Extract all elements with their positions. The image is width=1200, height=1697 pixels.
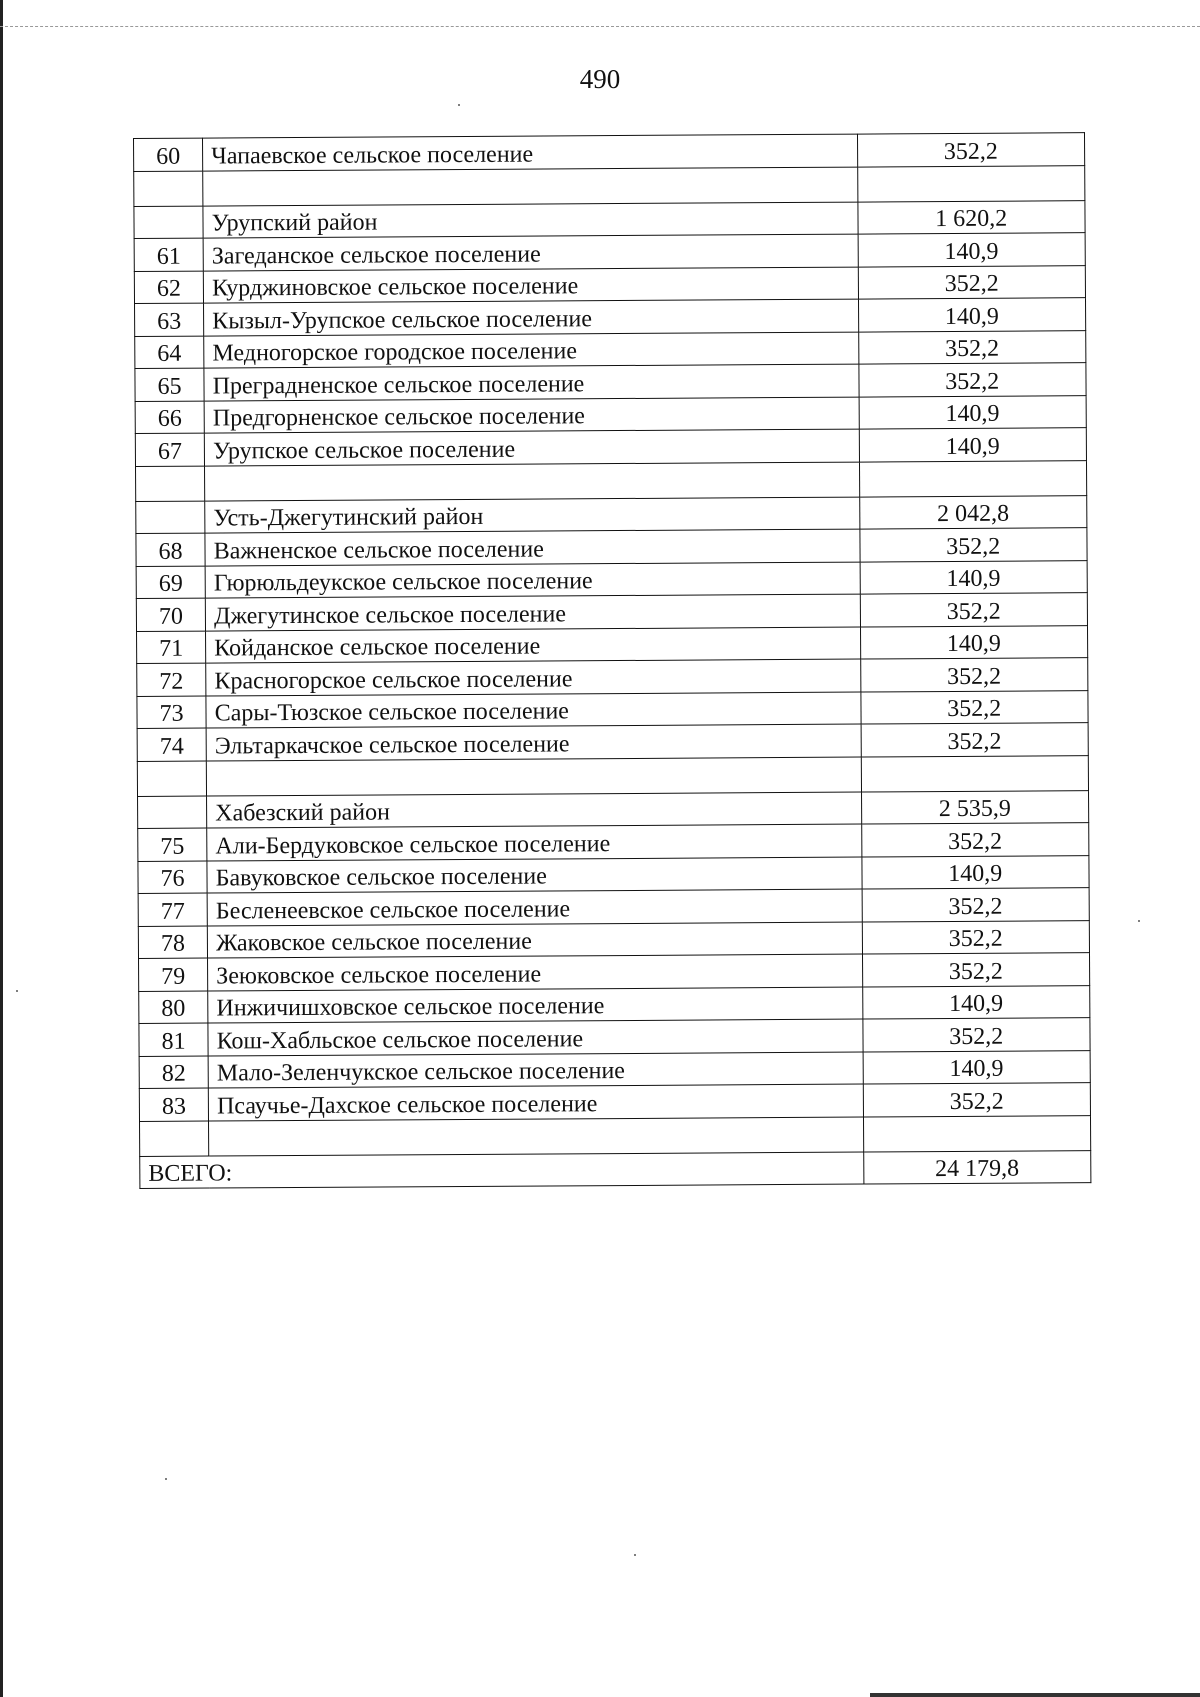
row-amount: 140,9: [863, 1050, 1091, 1084]
row-number: 81: [139, 1023, 208, 1056]
row-number: 71: [137, 631, 206, 664]
row-name: Важненское сельское поселение: [205, 529, 860, 565]
row-number: [134, 171, 203, 206]
row-name: Кызыл-Урупское сельское поселение: [204, 299, 859, 335]
row-name: Псаучье-Дахское сельское поселение: [208, 1084, 863, 1120]
row-number: 60: [134, 138, 203, 171]
row-amount: [859, 460, 1087, 496]
scan-speck: [16, 990, 18, 992]
row-number: 66: [135, 401, 204, 434]
row-amount: 2 535,9: [861, 790, 1089, 824]
row-number: 76: [138, 861, 207, 894]
row-name: Загеданское сельское поселение: [203, 234, 858, 270]
row-amount: 140,9: [858, 298, 1086, 332]
row-name: Эльтаркачское сельское поселение: [206, 724, 861, 760]
row-number: 80: [139, 991, 208, 1024]
row-number: [136, 501, 205, 534]
row-name: Предгорненское сельское поселение: [204, 397, 859, 433]
row-amount: 352,2: [862, 888, 1090, 922]
row-amount: 352,2: [860, 593, 1088, 627]
row-name: Бесленеевское сельское поселение: [207, 889, 862, 925]
row-number: 69: [136, 566, 205, 599]
row-amount: 352,2: [857, 133, 1085, 167]
row-amount: 352,2: [860, 690, 1088, 724]
row-name: Чапаевское сельское поселение: [203, 134, 858, 170]
row-name: Урупский район: [203, 202, 858, 238]
blank-row: [137, 755, 1088, 796]
row-amount: 140,9: [861, 855, 1089, 889]
row-name: [205, 462, 860, 501]
district-row: [136, 495, 1087, 533]
row-number: [138, 796, 207, 829]
row-number: 63: [135, 303, 204, 336]
row-name: Хабезский район: [207, 792, 862, 828]
scan-edge-top: [0, 26, 1200, 28]
row-number: [137, 761, 206, 796]
row-name: Красногорское сельское поселение: [206, 659, 861, 695]
row-number: 70: [136, 598, 205, 631]
row-amount: 352,2: [858, 265, 1086, 299]
row-name: Усть-Джегутинский район: [205, 497, 860, 533]
row-number: 64: [135, 336, 204, 369]
row-number: 77: [138, 893, 207, 926]
row-amount: 352,2: [861, 823, 1089, 857]
row-number: 73: [137, 696, 206, 729]
row-name: Кош-Хабльское сельское поселение: [208, 1019, 863, 1055]
row-amount: 352,2: [862, 920, 1090, 954]
row-name: Инжичишховское сельское поселение: [208, 987, 863, 1023]
row-number: 62: [134, 271, 203, 304]
row-amount: [863, 1115, 1091, 1151]
row-amount: [857, 165, 1085, 201]
row-name: Бавуковское сельское поселение: [207, 857, 862, 893]
row-name: Али-Бердуковское сельское поселение: [207, 824, 862, 860]
scan-speck: [1138, 920, 1140, 922]
row-number: 72: [137, 663, 206, 696]
row-name: Зеюковское сельское поселение: [208, 954, 863, 990]
row-amount: 352,2: [859, 528, 1087, 562]
table-body: [134, 133, 1091, 1156]
row-number: 74: [137, 728, 206, 761]
scan-edge-left: [0, 0, 3, 1697]
row-amount: 140,9: [860, 625, 1088, 659]
row-number: [134, 206, 203, 239]
row-number: 68: [136, 533, 205, 566]
row-name: Жаковское сельское поселение: [207, 922, 862, 958]
total-amount: 24 179,8: [863, 1150, 1091, 1184]
page-number: 490: [579, 64, 621, 94]
row-number: [136, 466, 205, 501]
row-number: 82: [139, 1056, 208, 1089]
row-number: 83: [139, 1088, 208, 1121]
row-amount: 140,9: [859, 428, 1087, 462]
row-name: Сары-Тюзское сельское поселение: [206, 692, 861, 728]
row-amount: 352,2: [858, 330, 1086, 364]
blank-row: [140, 1115, 1091, 1156]
total-row: [140, 1150, 1091, 1188]
row-number: 67: [135, 433, 204, 466]
row-name: Медногорское городское поселение: [204, 332, 859, 368]
row-name: Гюрюльдеукское сельское поселение: [205, 562, 860, 598]
row-amount: 352,2: [861, 723, 1089, 757]
row-name: [203, 167, 858, 206]
allocation-table: [133, 132, 1091, 1189]
row-amount: 140,9: [859, 395, 1087, 429]
row-name: Урупское сельское поселение: [204, 429, 859, 465]
blank-row: [134, 165, 1085, 206]
row-amount: 1 620,2: [857, 200, 1085, 234]
row-name: Джегутинское сельское поселение: [205, 594, 860, 630]
row-name: Преградненское сельское поселение: [204, 364, 859, 400]
row-number: 78: [138, 926, 207, 959]
row-name: [209, 1117, 864, 1156]
scan-speck: [458, 104, 460, 106]
blank-row: [136, 460, 1087, 501]
district-row: [134, 200, 1085, 238]
row-number: 79: [139, 958, 208, 991]
row-amount: [861, 755, 1089, 791]
row-number: [140, 1121, 209, 1156]
row-amount: 352,2: [862, 1018, 1090, 1052]
row-number: 65: [135, 368, 204, 401]
row-name: Койданское сельское поселение: [206, 627, 861, 663]
row-number: 61: [134, 238, 203, 271]
row-amount: 352,2: [858, 363, 1086, 397]
row-name: Мало-Зеленчукское сельское поселение: [208, 1052, 863, 1088]
total-label: ВСЕГО:: [140, 1152, 864, 1189]
row-amount: 352,2: [862, 953, 1090, 987]
district-row: [138, 790, 1089, 828]
row-amount: 140,9: [858, 233, 1086, 267]
scan-speck: [634, 1554, 636, 1556]
row-amount: 140,9: [860, 560, 1088, 594]
row-name: [206, 757, 861, 796]
row-amount: 352,2: [863, 1083, 1091, 1117]
row-amount: 2 042,8: [859, 495, 1087, 529]
row-name: Курджиновское сельское поселение: [203, 267, 858, 303]
row-amount: 352,2: [860, 658, 1088, 692]
row-amount: 140,9: [862, 985, 1090, 1019]
scan-edge-bottom: [870, 1693, 1200, 1697]
row-number: 75: [138, 828, 207, 861]
scan-speck: [165, 1478, 167, 1480]
